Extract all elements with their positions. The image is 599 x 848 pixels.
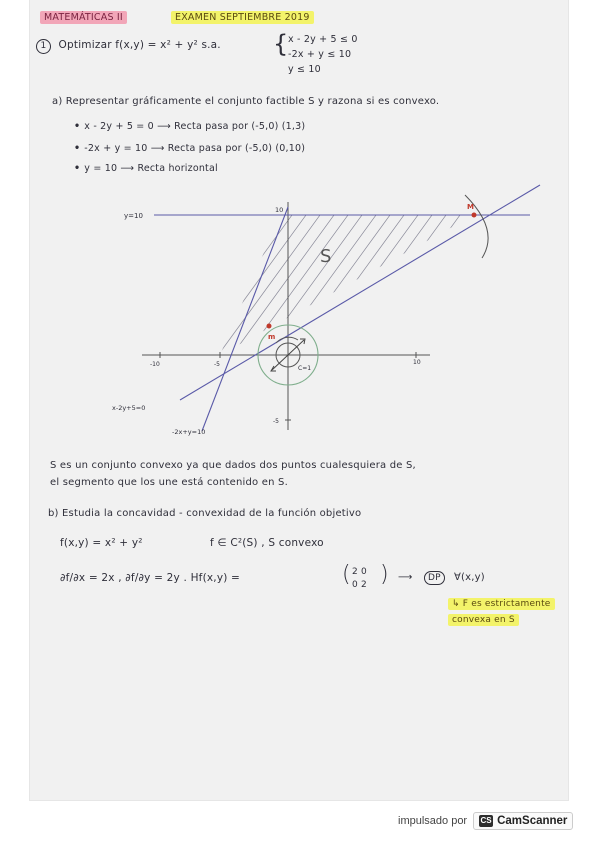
problem-number: 1 xyxy=(36,39,51,54)
camscanner-logo-icon: CS xyxy=(480,816,492,825)
part-b-title: b) Estudia la concavidad - convexidad de la función objetivo xyxy=(48,508,362,519)
dp-badge: DP xyxy=(424,571,445,585)
label-M: M xyxy=(467,203,474,211)
label-y10-tick: 10 xyxy=(275,206,284,214)
camscanner-badge xyxy=(473,812,573,830)
label-circle: C=1 xyxy=(298,365,312,372)
label-m: m xyxy=(268,333,276,341)
line-eq-1: • x - 2y + 5 = 0 ⟶ Recta pasa por (-5,0) (1,3) xyxy=(74,121,306,132)
line-2 xyxy=(202,207,288,431)
label-y-neg5: -5 xyxy=(273,418,279,425)
conclusion-line-2: el segmento que los une está contenido en S. xyxy=(50,477,288,488)
scanned-page xyxy=(30,0,568,800)
line-eq-1-text: x - 2y + 5 = 0 ⟶ Recta pasa por (-5,0) (1,3) xyxy=(84,121,306,132)
result-line-1: ↳ F es estrictamente xyxy=(448,598,555,610)
line-eq-3: • y = 10 ⟶ Recta horizontal xyxy=(74,163,218,174)
descent-arrow xyxy=(272,355,288,370)
feasible-region-graph xyxy=(30,0,568,800)
constraint-3: y ≤ 10 xyxy=(288,64,321,75)
part-b-partials: ∂f/∂x = 2x , ∂f/∂y = 2y . Hf(x,y) = xyxy=(60,572,241,584)
hessian-row-2: 0 2 xyxy=(352,580,367,590)
label-y10: y=10 xyxy=(124,212,143,220)
problem-statement: Optimizar f(x,y) = x² + y² s.a. xyxy=(58,39,221,51)
hessian-close-paren: ) xyxy=(380,562,389,587)
scanner-footer xyxy=(398,812,573,830)
label-x-10: 10 xyxy=(413,359,421,366)
label-region-S: S xyxy=(320,246,332,267)
exam-label: EXAMEN SEPTIEMBRE 2019 xyxy=(171,11,314,24)
implies-arrow-icon: ⟶ xyxy=(398,572,413,583)
result-line-2: convexa en S xyxy=(448,614,519,626)
line-eq-2-text: -2x + y = 10 ⟶ Recta pasa por (-5,0) (0,10) xyxy=(84,143,306,154)
brace-icon: { xyxy=(273,30,289,58)
camscanner-brand: CamScanner xyxy=(497,815,568,827)
region-hatching xyxy=(172,160,542,380)
label-x-neg10: -10 xyxy=(150,361,160,368)
part-b-class: f ∈ C²(S) , S convexo xyxy=(210,537,324,549)
part-b-function: f(x,y) = x² + y² xyxy=(60,537,143,549)
constraint-2: -2x + y ≤ 10 xyxy=(288,49,352,60)
line-eq-3-text: y = 10 ⟶ Recta horizontal xyxy=(84,163,218,174)
conclusion-line-1: S es un conjunto convexo ya que dados dos puntos cualesquiera de S, xyxy=(50,460,416,471)
point-M xyxy=(472,213,477,218)
gradient-arrow xyxy=(288,340,304,355)
point-m xyxy=(267,324,272,329)
label-line-1: x-2y+5=0 xyxy=(112,404,146,412)
hessian-row-1: 2 0 xyxy=(352,567,367,577)
hessian-open-paren: ( xyxy=(342,562,351,587)
part-a-title: a) Representar gráficamente el conjunto factible S y razona si es convexo. xyxy=(52,96,440,107)
constraint-1: x - 2y + 5 ≤ 0 xyxy=(288,34,358,45)
powered-by-text: impulsado por xyxy=(398,815,468,827)
level-circle-arc xyxy=(276,337,298,343)
label-x-neg5: -5 xyxy=(214,361,220,368)
subject-label: MATEMÁTICAS II xyxy=(40,11,127,24)
label-line-2: -2x+y=10 xyxy=(172,428,206,436)
forall-text: ∀(x,y) xyxy=(454,572,485,583)
line-eq-2: • -2x + y = 10 ⟶ Recta pasa por (-5,0) (0,10) xyxy=(74,143,306,154)
